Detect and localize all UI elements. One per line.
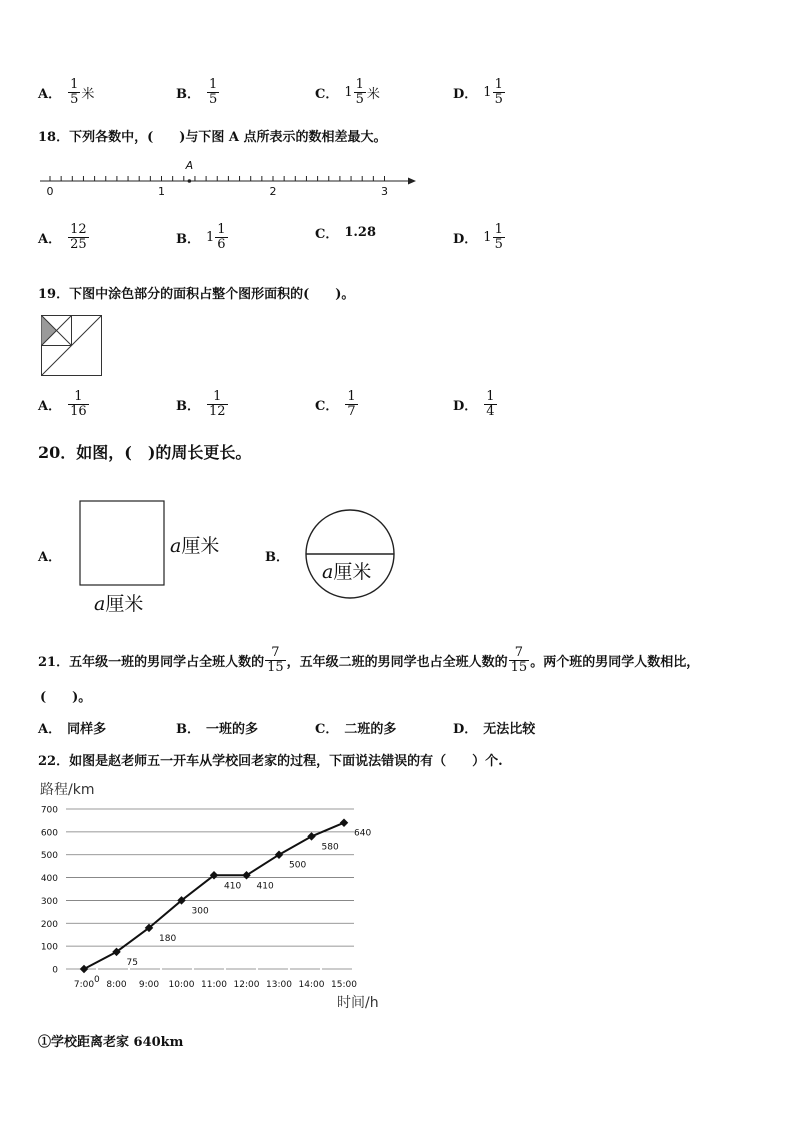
option-letter: C． [315,227,339,242]
shaded-square-figure [40,314,104,378]
number-line-tick-label: 1 [158,185,165,198]
x-tick-label: 14:00 [298,980,325,990]
x-tick-label: 9:00 [138,980,160,990]
data-label: 300 [191,906,209,917]
data-label: 640 [354,828,372,839]
circle-figure [300,506,400,604]
y-tick-label: 300 [40,896,58,907]
option-letter: B． [176,232,200,247]
q17-option-1[interactable] [176,78,220,107]
data-point [340,818,348,826]
option-letter: C． [315,87,339,102]
option-letter: C． [315,399,339,414]
y-tick-label: 700 [40,805,58,816]
q17-option-0[interactable] [38,78,94,107]
svg-text:a厘米 [94,593,143,615]
q20-option-b: B． [265,550,289,565]
option-letter: A． [38,722,62,737]
option-letter: D． [453,399,478,414]
number-line-tick-label: 3 [381,185,388,198]
square-side-var: a [170,535,182,557]
option-whole: 1 [483,230,492,245]
q21-fraction-1: $\frac{7}{15}$ [267,645,284,675]
x-tick-label: 13:00 [266,980,292,990]
data-label: 410 [224,881,242,892]
data-label: 500 [289,860,307,871]
q19-option-3[interactable] [453,390,498,419]
q17-option-3[interactable] [453,78,506,107]
diameter-var: a [322,561,334,583]
series-line [84,823,344,969]
option-fraction: $\frac{1}{5}$ [494,77,503,107]
option-fraction: $\frac{1}{12}$ [209,389,226,419]
data-label: 0 [94,975,100,985]
diameter-unit: 厘米 [333,561,372,583]
option-letter: B． [176,87,200,102]
x-tick-label: 8:00 [106,980,127,990]
option-letter: D． [453,87,478,102]
x-axis-label: 时间/h [337,995,379,1011]
option-letter: C． [315,722,339,737]
q18-option-1[interactable] [176,223,229,252]
option-text: 1.28 [344,225,377,240]
q18-question: 18．下列各数中，( )与下图 A 点所表示的数相差最大。 [38,130,387,145]
option-fraction: $\frac{1}{7}$ [347,389,356,419]
option-whole: 1 [206,230,215,245]
option-whole: 1 [483,85,492,100]
y-tick-label: 600 [40,828,58,839]
q21-text-3: 。两个班的男同学人数相比， [530,655,700,670]
option-fraction: $\frac{1}{5}$ [209,77,218,107]
data-point [307,832,315,840]
data-label: 180 [159,933,177,944]
q21-option-2[interactable] [315,718,396,737]
option-fraction: $\frac{1}{4}$ [486,389,495,419]
option-text: 一班的多 [206,722,259,737]
y-tick-label: 400 [40,874,58,885]
q21-option-0[interactable] [38,718,106,737]
square-bottom-var: a [94,593,106,615]
q18-option-3[interactable] [453,223,506,252]
y-tick-label: 500 [40,851,58,862]
square-bottom-unit: 厘米 [105,593,144,615]
data-point [80,965,88,973]
option-fraction: $\frac{1}{5}$ [70,77,79,107]
number-line-tick-label: 2 [269,185,277,198]
option-unit: 米 [366,87,380,102]
option-fraction: $\frac{12}{25}$ [70,222,87,252]
option-fraction: $\frac{1}{6}$ [217,222,226,252]
q20-question: 20．如图，( )的周长更长。 [38,443,252,462]
option-fraction: $\frac{1}{5}$ [355,77,364,107]
option-fraction: $\frac{1}{5}$ [494,222,503,252]
option-letter: B． [176,399,200,414]
q21-option-1[interactable] [176,718,258,737]
square-side-unit: 厘米 [181,535,220,557]
x-tick-label: 7:00 [73,980,95,990]
distance-time-chart [28,776,398,1014]
q17-option-2[interactable] [315,78,380,107]
number-line [30,152,430,200]
q20-option-a: A． [38,550,62,565]
q21-text-2: ，五年级二班的男同学也占全班人数的 [286,655,508,670]
option-whole: 1 [344,85,353,100]
q19-option-2[interactable] [315,390,359,419]
number-line-arrow [408,178,416,185]
option-letter: B． [176,722,200,737]
q21-text-1: 21．五年级一班的男同学占全班人数的 [38,655,265,670]
data-label: 75 [126,957,138,968]
option-letter: A． [38,232,62,247]
option-letter: D． [453,232,478,247]
q19-option-0[interactable] [38,390,90,419]
q22-statement-1: ①学校距离老家 640km [38,1035,184,1050]
option-letter: D． [453,722,478,737]
q22-question: 22．如图是赵老师五一开车从学校回老家的过程，下面说法错误的有（ ）个. [38,754,503,769]
option-letter: A． [38,399,62,414]
q21-fraction-2: $\frac{7}{15}$ [510,645,528,675]
x-tick-label: 11:00 [201,980,227,990]
x-tick-label: 10:00 [168,980,195,990]
q21-option-3[interactable] [453,718,535,737]
y-axis-label: 路程/km [40,782,95,798]
square-figure [76,496,246,620]
x-tick-label: 12:00 [233,980,260,990]
q18-option-0[interactable] [38,223,90,252]
option-text: 二班的多 [344,722,397,737]
x-tick-label: 15:00 [331,980,357,990]
data-label: 410 [256,881,274,892]
data-label: 580 [321,842,339,853]
number-line-tick-label: 0 [46,185,54,198]
y-tick-label: 100 [40,942,58,953]
svg-text:a厘米 [170,535,219,557]
option-text: 同样多 [67,722,107,737]
q21-question [38,646,699,675]
y-tick-label: 0 [52,965,58,976]
q18-option-2[interactable] [315,223,376,242]
q19-option-1[interactable] [176,390,229,419]
y-tick-label: 200 [40,919,58,930]
option-fraction: $\frac{1}{16}$ [70,389,87,419]
option-unit: 米 [81,87,95,102]
point-a-label: A [185,159,194,172]
option-text: 无法比较 [483,722,536,737]
point-a-marker [188,179,192,183]
q21-blank: ( )。 [40,690,92,705]
svg-text:a厘米 [322,561,371,583]
option-letter: A． [38,87,62,102]
q19-question: 19．下图中涂色部分的面积占整个图形面积的( )。 [38,287,355,302]
